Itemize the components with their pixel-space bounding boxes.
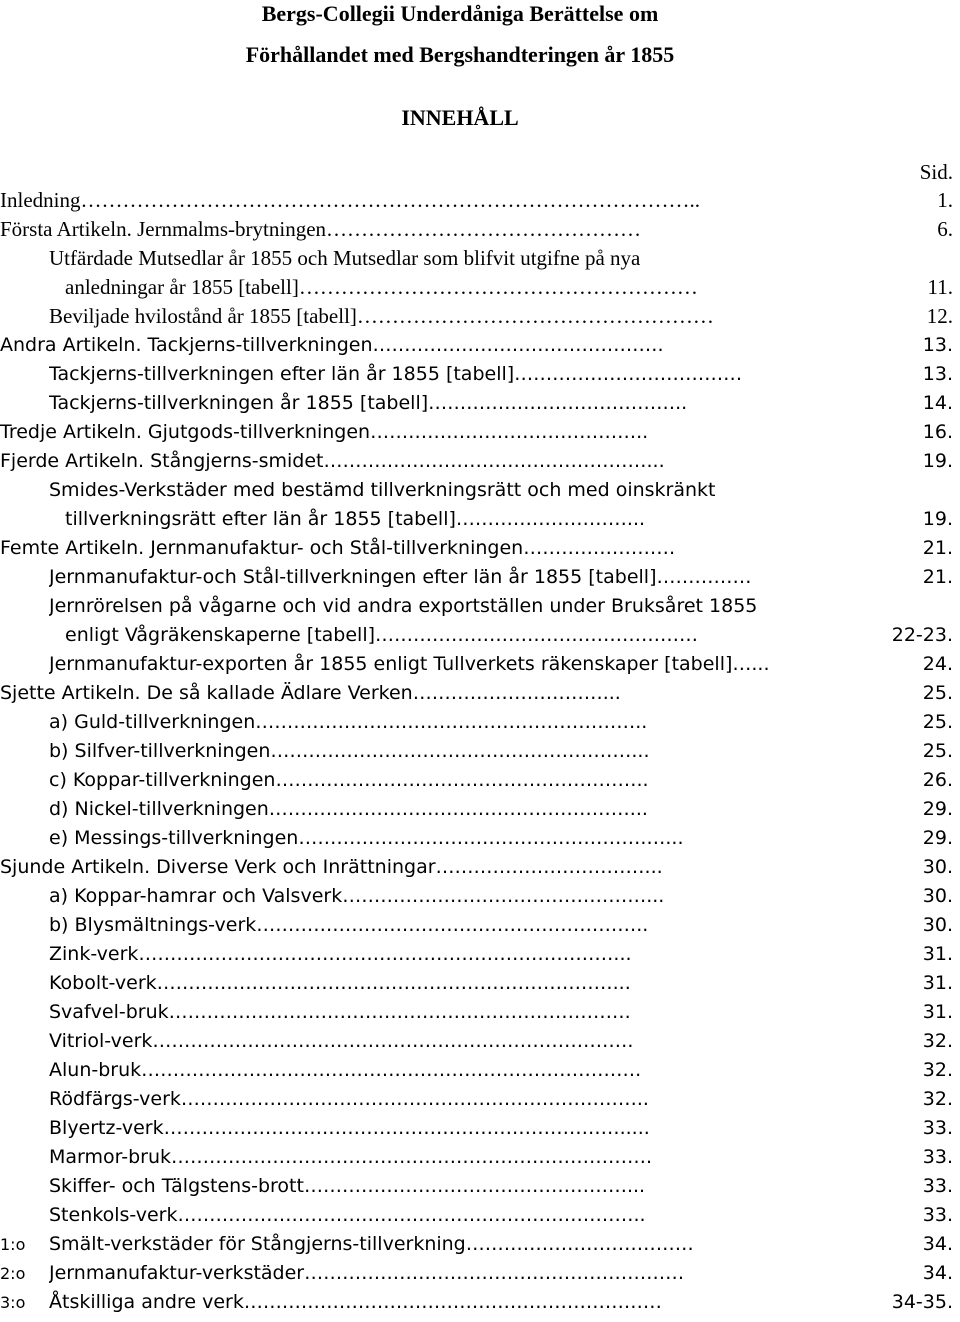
- toc-entry-sjunde-artikeln: [0, 853, 960, 882]
- toc-entry-marmor: [0, 1143, 960, 1172]
- toc-entry-vitriol: [0, 1027, 960, 1056]
- toc-entry-text: Svafvel-bruk……………………………………………………………….: [49, 1001, 631, 1023]
- toc-entry-text: Tackjerns-tillverkningen år 1855 [tabell]…………………………………..: [49, 392, 688, 414]
- toc-entry-page: 26.: [922, 769, 953, 791]
- toc-entry-page: 29.: [922, 798, 953, 820]
- toc-entry-text: a) Koppar-hamrar och Valsverk…………………………………………...: [49, 885, 665, 907]
- toc-entry-page: 16.: [922, 421, 953, 443]
- toc-entry-guld: [0, 708, 960, 737]
- document-title: Bergs-Collegii Underdåniga Berättelse om: [261, 1, 659, 26]
- toc-entry-text: Marmor-bruk………………………………………………………………….: [49, 1146, 653, 1168]
- toc-entry-koppar: [0, 766, 960, 795]
- toc-entry-hvilostand: [0, 302, 960, 331]
- toc-entry-blysmaltnings: [0, 911, 960, 940]
- toc-entry-page: 33.: [922, 1146, 953, 1168]
- toc-entry-page: 33.: [922, 1117, 953, 1139]
- toc-entry-text: b) Blysmältnings-verk……………………………………………………..: [49, 914, 649, 936]
- toc-entry-jernmanufaktur-verkstader: [0, 1259, 960, 1288]
- toc-entry-page: 30.: [922, 856, 953, 878]
- toc-entry-text: Jernmanufaktur-exporten år 1855 enligt Tullverkets räkenskaper [tabell]…...: [49, 653, 770, 675]
- toc-entry-page: 34.: [922, 1233, 953, 1255]
- toc-entry-inledning: [0, 186, 960, 215]
- toc-entry-fjerde-artikeln: [0, 447, 960, 476]
- toc-entry-stenkols: [0, 1201, 960, 1230]
- toc-entry-text: d) Nickel-tillverkningen…………………………………………………...: [49, 798, 648, 820]
- toc-entry-skiffer: [0, 1172, 960, 1201]
- toc-entry-page: 11.: [927, 275, 953, 299]
- page-column-heading: Sid.: [919, 160, 953, 184]
- toc-entry-smides-verkstader: [0, 476, 960, 534]
- toc-entry-page: 12.: [926, 304, 953, 328]
- toc-entry-number: 3:o: [0, 1293, 26, 1312]
- toc-entry-svafvel: [0, 998, 960, 1027]
- toc-entry-text: e) Messings-tillverkningen……………………………………………….…...: [49, 827, 684, 849]
- toc-entry-blyertz: [0, 1114, 960, 1143]
- toc-entry-text: Smält-verkstäder för Stångjerns-tillverkning………………………………: [49, 1233, 694, 1255]
- toc-entry-page: 25.: [922, 740, 953, 762]
- toc-entry-text: Jernmanufaktur-och Stål-tillverkningen efter län år 1855 [tabell]……………: [49, 566, 752, 588]
- toc-entry-number: 2:o: [0, 1264, 26, 1283]
- toc-entry-page: 19.: [922, 450, 953, 472]
- toc-entry-page: 30.: [922, 914, 953, 936]
- toc-entry-text: c) Koppar-tillverkningen…………………………………………………..: [49, 769, 649, 791]
- toc-entry-text: Tackjerns-tillverkningen efter län år 1855 [tabell]………………………………: [49, 363, 743, 385]
- toc-entry-page: 31.: [922, 943, 953, 965]
- toc-entry-page: 14.: [922, 392, 953, 414]
- toc-entry-text: Jernrörelsen på vågarne och vid andra exportställen under Bruksåret 1855: [49, 595, 758, 617]
- toc-entry-page: 32.: [922, 1088, 953, 1110]
- toc-entry-page: 34-35.: [891, 1291, 953, 1313]
- toc-entry-smalt-verkstader: [0, 1230, 960, 1259]
- toc-entry-text: Zink-verk…………………………………………………………………...: [49, 943, 632, 965]
- toc-entry-koppar-hamrar: [0, 882, 960, 911]
- toc-entry-kobolt: [0, 969, 960, 998]
- toc-entry-page: 19.: [922, 508, 953, 530]
- toc-entry-text: Sjunde Artikeln. Diverse Verk och Inrättningar……………………………...: [0, 856, 663, 878]
- toc-entry-page: 1.: [937, 188, 953, 212]
- toc-entry-silfver: [0, 737, 960, 766]
- toc-entry-text: b) Silfver-tillverkningen…………………………………………………...: [49, 740, 650, 762]
- toc-entry-messings: [0, 824, 960, 853]
- toc-entry-number: 1:o: [0, 1235, 26, 1254]
- toc-entry-tackjern-ar: [0, 389, 960, 418]
- toc-entry-jernmanufaktur-lan: [0, 563, 960, 592]
- toc-entry-text: Skiffer- och Tälgstens-brott……………………………………………...: [49, 1175, 646, 1197]
- toc-entry-page: 34.: [922, 1262, 953, 1284]
- toc-entry-jernmanufaktur-export: [0, 650, 960, 679]
- toc-entry-continuation: enligt Vågräkenskaperne [tabell]……………………………………………: [65, 624, 699, 646]
- toc-entry-jernrorelsen: [0, 592, 960, 650]
- toc-entry-page: 22-23.: [891, 624, 953, 646]
- toc-entry-text: Rödfärgs-verk………………………………………………………………..: [49, 1088, 649, 1110]
- toc-entry-page: 24.: [922, 653, 953, 675]
- toc-entry-atskilliga: [0, 1288, 960, 1317]
- toc-entry-text: Inledning……………………………………………………………………………..: [0, 188, 700, 212]
- toc-entry-text: Alun-bruk…………………………………………………………………….: [49, 1059, 642, 1081]
- toc-entry-text: Kobolt-verk………………………………………………………………...: [49, 972, 631, 994]
- toc-entry-nickel: [0, 795, 960, 824]
- toc-entry-page: 21.: [922, 566, 953, 588]
- toc-entry-text: a) Guld-tillverkningen……………………………………………………..: [49, 711, 648, 733]
- toc-entry-tackjern-lan: [0, 360, 960, 389]
- toc-entry-text: Tredje Artikeln. Gjutgods-tillverkningen……………………………………..: [0, 421, 649, 443]
- toc-entry-text: Jernmanufaktur-verkstäder……………………………………………………: [49, 1262, 685, 1284]
- toc-entry-text: Sjette Artikeln. De så kallade Ädlare Verken…………………………...: [0, 682, 621, 704]
- toc-entry-forsta-artikeln: [0, 215, 960, 244]
- toc-entry-rodfargs: [0, 1085, 960, 1114]
- toc-entry-text: Beviljade hvilostånd år 1855 [tabell]……………………………………………: [49, 304, 714, 328]
- toc-entry-page: 31.: [922, 1001, 953, 1023]
- document-subtitle: Förhållandet med Bergshandteringen år 1855: [245, 42, 675, 67]
- toc-entry-andra-artikeln: [0, 331, 960, 360]
- toc-entry-page: 21.: [922, 537, 953, 559]
- toc-entry-zink: [0, 940, 960, 969]
- toc-entry-alun: [0, 1056, 960, 1085]
- toc-entry-text: Femte Artikeln. Jernmanufaktur- och Stål-tillverkningen……………………: [0, 537, 676, 559]
- toc-entry-page: 13.: [922, 363, 953, 385]
- toc-entry-page: 30.: [922, 885, 953, 907]
- toc-entry-text: Vitriol-verk………………………………………………………………….: [49, 1030, 634, 1052]
- toc-entry-continuation: tillverkningsrätt efter län år 1855 [tabell]………………………...: [65, 508, 646, 530]
- toc-entry-page: 25.: [922, 711, 953, 733]
- toc-entry-page: 33.: [922, 1175, 953, 1197]
- toc-entry-page: 29.: [922, 827, 953, 849]
- toc-entry-page: 31.: [922, 972, 953, 994]
- toc-entry-text: Andra Artikeln. Tackjerns-tillverkningen……………………………………….: [0, 334, 664, 356]
- toc-entry-page: 6.: [937, 217, 953, 241]
- contents-heading: INNEHÅLL: [401, 105, 519, 130]
- toc-entry-continuation: anledningar år 1855 [tabell]…………………………………………………: [65, 275, 698, 299]
- toc-entry-sjette-artikeln: [0, 679, 960, 708]
- toc-entry-page: 13.: [922, 334, 953, 356]
- toc-entry-text: Åtskilliga andre verk…………………………………………………………: [49, 1291, 662, 1313]
- toc-entry-text: Blyertz-verk……………………………………………………………….....: [49, 1117, 650, 1139]
- toc-entry-text: Utfärdade Mutsedlar år 1855 och Mutsedlar som blifvit utgifne på nya: [49, 246, 641, 270]
- toc-entry-femte-artikeln: [0, 534, 960, 563]
- toc-entry-mutsedlar: [0, 244, 960, 302]
- toc-entry-page: 32.: [922, 1059, 953, 1081]
- toc-entry-page: 25.: [922, 682, 953, 704]
- toc-entry-text: Fjerde Artikeln. Stångjerns-smidet……………………………………………...: [0, 450, 665, 472]
- toc-entry-text: Stenkols-verk………………………………………………………………..: [49, 1204, 646, 1226]
- table-of-contents: [0, 186, 960, 1317]
- toc-entry-tredje-artikeln: [0, 418, 960, 447]
- toc-entry-page: 33.: [922, 1204, 953, 1226]
- toc-entry-page: 32.: [922, 1030, 953, 1052]
- toc-entry-text: Smides-Verkstäder med bestämd tillverkningsrätt och med oinskränkt: [49, 479, 716, 501]
- toc-entry-text: Första Artikeln. Jernmalms-brytningen………………………………………: [0, 217, 642, 241]
